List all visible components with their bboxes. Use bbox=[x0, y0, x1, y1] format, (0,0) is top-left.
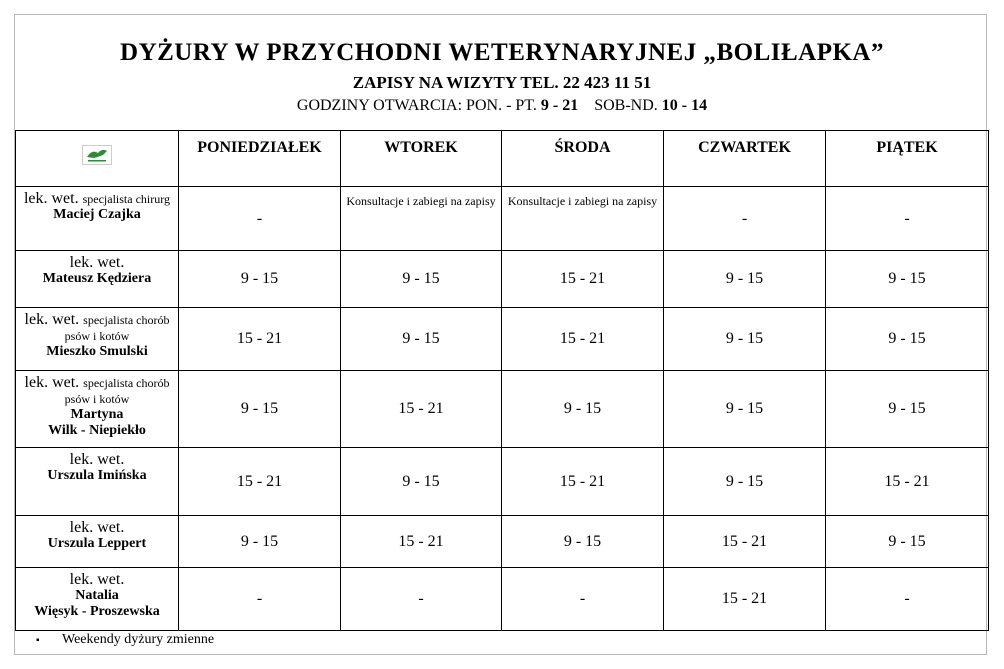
doctor-title: lek. wet. bbox=[69, 254, 125, 271]
hours-cell: 9 - 15 bbox=[179, 371, 341, 448]
hours-cell: - bbox=[179, 187, 341, 251]
doctor-cell bbox=[16, 448, 179, 516]
doctor-name: Maciej Czajka bbox=[53, 207, 141, 222]
hours-cell: - bbox=[341, 568, 502, 631]
doctor-cell bbox=[16, 371, 179, 448]
doctor-title: lek. wet. bbox=[69, 519, 125, 536]
hours-cell: 15 - 21 bbox=[502, 308, 664, 371]
doctor-name-2: Więsyk - Proszewska bbox=[34, 604, 160, 619]
opening-hours-weekend: 10 - 14 bbox=[661, 97, 708, 114]
hours-cell: Konsultacje i zabiegi na zapisy bbox=[502, 187, 664, 251]
hours-cell: 9 - 15 bbox=[502, 516, 664, 568]
hours-cell: - bbox=[502, 568, 664, 631]
doctor-cell bbox=[16, 251, 179, 308]
hours-cell: 9 - 15 bbox=[179, 251, 341, 308]
table-row bbox=[16, 371, 989, 448]
doctor-name-2: Wilk - Niepiekło bbox=[48, 423, 146, 438]
hours-cell: 15 - 21 bbox=[826, 448, 989, 516]
hours-cell: 15 - 21 bbox=[502, 251, 664, 308]
doctor-specialty: specjalista chirurg bbox=[82, 192, 171, 206]
hours-cell: 15 - 21 bbox=[179, 308, 341, 371]
doctor-name: Urszula Leppert bbox=[47, 536, 147, 551]
hours-cell: 9 - 15 bbox=[826, 516, 989, 568]
hours-cell: 9 - 15 bbox=[826, 251, 989, 308]
doctor-title: lek. wet. bbox=[23, 190, 79, 207]
clinic-logo-icon bbox=[82, 145, 112, 165]
doctor-name: Urszula Imińska bbox=[47, 468, 147, 483]
opening-hours-weekend-label: SOB-ND. bbox=[594, 97, 658, 114]
day-header: ŚRODA bbox=[502, 131, 664, 187]
doctor-cell bbox=[16, 187, 179, 251]
doctor-cell bbox=[16, 516, 179, 568]
hours-cell: 9 - 15 bbox=[179, 516, 341, 568]
hours-cell: 15 - 21 bbox=[341, 371, 502, 448]
hours-cell: 9 - 15 bbox=[664, 251, 826, 308]
hours-cell: 15 - 21 bbox=[664, 568, 826, 631]
hours-cell: - bbox=[179, 568, 341, 631]
hours-cell: 9 - 15 bbox=[664, 371, 826, 448]
hours-cell: 15 - 21 bbox=[502, 448, 664, 516]
doctor-name: Natalia bbox=[75, 588, 119, 603]
doctor-title: lek. wet. bbox=[69, 571, 125, 588]
table-header-row bbox=[16, 131, 989, 187]
hours-cell: 9 - 15 bbox=[664, 448, 826, 516]
hours-cell: 9 - 15 bbox=[341, 308, 502, 371]
doctor-name: Mateusz Kędziera bbox=[42, 271, 152, 286]
table-row bbox=[16, 448, 989, 516]
phone-line: ZAPISY NA WIZYTY TEL. 22 423 11 51 bbox=[352, 73, 652, 92]
schedule-table bbox=[15, 130, 989, 631]
hours-cell: 9 - 15 bbox=[826, 371, 989, 448]
hours-cell: 15 - 21 bbox=[179, 448, 341, 516]
doctor-cell bbox=[16, 308, 179, 371]
bullet-icon: ▪ bbox=[36, 635, 40, 646]
hours-cell: 9 - 15 bbox=[826, 308, 989, 371]
doctor-specialty-2: psów i kotów bbox=[64, 329, 130, 343]
doctor-title: lek. wet. bbox=[24, 311, 80, 328]
header bbox=[0, 38, 1004, 116]
doctor-specialty: specjalista chorób bbox=[83, 376, 170, 390]
hours-cell: 15 - 21 bbox=[341, 516, 502, 568]
day-header: WTOREK bbox=[341, 131, 502, 187]
page-title: DYŻURY W PRZYCHODNI WETERYNARYJNEJ „BOLIŁAPKA” bbox=[120, 39, 884, 66]
opening-hours-weekday-label: GODZINY OTWARCIA: PON. - PT. bbox=[296, 97, 537, 114]
doctor-name: Martyna bbox=[70, 407, 124, 422]
footnote-text: Weekendy dyżury zmienne bbox=[62, 632, 215, 647]
opening-hours-line bbox=[0, 96, 1004, 116]
hours-cell: 9 - 15 bbox=[502, 371, 664, 448]
doctor-specialty: specjalista chorób bbox=[83, 313, 170, 327]
day-header: PONIEDZIAŁEK bbox=[179, 131, 341, 187]
logo-cell bbox=[16, 131, 179, 187]
doctor-title: lek. wet. bbox=[69, 451, 125, 468]
hours-cell: 9 - 15 bbox=[341, 251, 502, 308]
hours-cell: Konsultacje i zabiegi na zapisy bbox=[341, 187, 502, 251]
table-row bbox=[16, 251, 989, 308]
opening-hours-weekday: 9 - 21 bbox=[540, 97, 579, 114]
day-header: CZWARTEK bbox=[664, 131, 826, 187]
hours-cell: - bbox=[664, 187, 826, 251]
hours-cell: 15 - 21 bbox=[664, 516, 826, 568]
day-header: PIĄTEK bbox=[826, 131, 989, 187]
table-row bbox=[16, 516, 989, 568]
footnote bbox=[36, 632, 214, 648]
hours-cell: - bbox=[826, 568, 989, 631]
table-row bbox=[16, 308, 989, 371]
table-row bbox=[16, 568, 989, 631]
hours-cell: 9 - 15 bbox=[341, 448, 502, 516]
doctor-title: lek. wet. bbox=[24, 374, 80, 391]
doctor-cell bbox=[16, 568, 179, 631]
doctor-specialty-2: psów i kotów bbox=[64, 392, 130, 406]
hours-cell: - bbox=[826, 187, 989, 251]
doctor-name: Mieszko Smulski bbox=[46, 344, 148, 359]
table-row bbox=[16, 187, 989, 251]
hours-cell: 9 - 15 bbox=[664, 308, 826, 371]
